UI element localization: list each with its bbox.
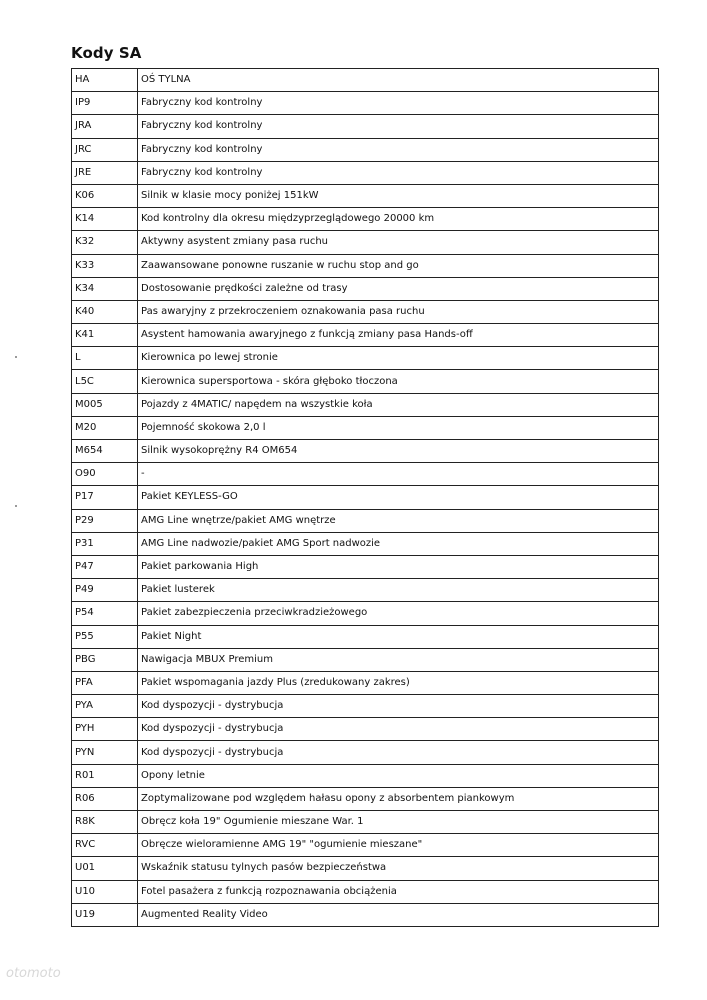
- code-cell: PYA: [72, 695, 138, 718]
- code-cell: PBG: [72, 648, 138, 671]
- description-cell: Kierownica supersportowa - skóra głęboko tłoczona: [138, 370, 659, 393]
- table-row: [72, 509, 659, 532]
- code-cell: K34: [72, 277, 138, 300]
- description-cell: Kod dyspozycji - dystrybucja: [138, 718, 659, 741]
- table-row: [72, 277, 659, 300]
- description-cell: AMG Line nadwozie/pakiet AMG Sport nadwozie: [138, 532, 659, 555]
- code-cell: O90: [72, 463, 138, 486]
- table-row: [72, 741, 659, 764]
- table-row: [72, 138, 659, 161]
- description-cell: Pas awaryjny z przekroczeniem oznakowania pasa ruchu: [138, 300, 659, 323]
- table-row: [72, 787, 659, 810]
- code-cell: U01: [72, 857, 138, 880]
- table-row: [72, 718, 659, 741]
- description-cell: Silnik w klasie mocy poniżej 151kW: [138, 184, 659, 207]
- table-row: [72, 254, 659, 277]
- code-cell: HA: [72, 69, 138, 92]
- table-row: [72, 370, 659, 393]
- table-row: [72, 440, 659, 463]
- code-cell: K33: [72, 254, 138, 277]
- margin-mark: [15, 505, 17, 507]
- code-cell: K06: [72, 184, 138, 207]
- table-row: [72, 903, 659, 926]
- table-row: [72, 532, 659, 555]
- description-cell: Pakiet Night: [138, 625, 659, 648]
- description-cell: Zoptymalizowane pod względem hałasu opony z absorbentem piankowym: [138, 787, 659, 810]
- code-cell: U10: [72, 880, 138, 903]
- table-row: [72, 463, 659, 486]
- table-row: [72, 324, 659, 347]
- description-cell: Opony letnie: [138, 764, 659, 787]
- code-cell: R8K: [72, 811, 138, 834]
- code-cell: PYN: [72, 741, 138, 764]
- table-row: [72, 300, 659, 323]
- table-row: [72, 184, 659, 207]
- description-cell: Kod dyspozycji - dystrybucja: [138, 741, 659, 764]
- description-cell: Pakiet zabezpieczenia przeciwkradzieżowego: [138, 602, 659, 625]
- table-row: [72, 857, 659, 880]
- table-row: [72, 161, 659, 184]
- table-row: [72, 579, 659, 602]
- code-cell: P49: [72, 579, 138, 602]
- code-cell: IP9: [72, 92, 138, 115]
- table-row: [72, 834, 659, 857]
- table-row: [72, 764, 659, 787]
- code-cell: JRC: [72, 138, 138, 161]
- table-row: [72, 347, 659, 370]
- code-cell: L: [72, 347, 138, 370]
- description-cell: Fabryczny kod kontrolny: [138, 161, 659, 184]
- description-cell: AMG Line wnętrze/pakiet AMG wnętrze: [138, 509, 659, 532]
- description-cell: Wskaźnik statusu tylnych pasów bezpieczeństwa: [138, 857, 659, 880]
- code-cell: P31: [72, 532, 138, 555]
- table-row: [72, 416, 659, 439]
- code-cell: P29: [72, 509, 138, 532]
- code-cell: M20: [72, 416, 138, 439]
- description-cell: Aktywny asystent zmiany pasa ruchu: [138, 231, 659, 254]
- description-cell: Fabryczny kod kontrolny: [138, 92, 659, 115]
- code-cell: RVC: [72, 834, 138, 857]
- description-cell: Nawigacja MBUX Premium: [138, 648, 659, 671]
- description-cell: Pakiet lusterek: [138, 579, 659, 602]
- description-cell: Pakiet parkowania High: [138, 555, 659, 578]
- code-cell: R01: [72, 764, 138, 787]
- table-row: [72, 880, 659, 903]
- code-cell: P17: [72, 486, 138, 509]
- description-cell: Dostosowanie prędkości zależne od trasy: [138, 277, 659, 300]
- code-cell: M005: [72, 393, 138, 416]
- code-cell: P47: [72, 555, 138, 578]
- sa-codes-table-body: [72, 69, 659, 927]
- code-cell: U19: [72, 903, 138, 926]
- table-row: [72, 811, 659, 834]
- description-cell: Augmented Reality Video: [138, 903, 659, 926]
- sa-codes-table: [71, 68, 659, 927]
- code-cell: JRA: [72, 115, 138, 138]
- code-cell: PFA: [72, 671, 138, 694]
- table-row: [72, 92, 659, 115]
- table-row: [72, 208, 659, 231]
- description-cell: Pakiet KEYLESS-GO: [138, 486, 659, 509]
- code-cell: P55: [72, 625, 138, 648]
- description-cell: Kod kontrolny dla okresu międzyprzeglądowego 20000 km: [138, 208, 659, 231]
- table-row: [72, 69, 659, 92]
- description-cell: Pojazdy z 4MATIC/ napędem na wszystkie koła: [138, 393, 659, 416]
- table-row: [72, 393, 659, 416]
- description-cell: Kod dyspozycji - dystrybucja: [138, 695, 659, 718]
- table-row: [72, 555, 659, 578]
- code-cell: K40: [72, 300, 138, 323]
- description-cell: Asystent hamowania awaryjnego z funkcją zmiany pasa Hands-off: [138, 324, 659, 347]
- table-row: [72, 695, 659, 718]
- table-row: [72, 625, 659, 648]
- code-cell: R06: [72, 787, 138, 810]
- description-cell: OŚ TYLNA: [138, 69, 659, 92]
- description-cell: Pojemność skokowa 2,0 l: [138, 416, 659, 439]
- table-row: [72, 648, 659, 671]
- code-cell: K32: [72, 231, 138, 254]
- watermark-logo: otomoto: [6, 966, 61, 981]
- table-row: [72, 671, 659, 694]
- code-cell: PYH: [72, 718, 138, 741]
- description-cell: Obręcz koła 19" Ogumienie mieszane War. 1: [138, 811, 659, 834]
- description-cell: Fabryczny kod kontrolny: [138, 115, 659, 138]
- code-cell: L5C: [72, 370, 138, 393]
- table-row: [72, 115, 659, 138]
- description-cell: -: [138, 463, 659, 486]
- code-cell: M654: [72, 440, 138, 463]
- code-cell: K14: [72, 208, 138, 231]
- code-cell: JRE: [72, 161, 138, 184]
- description-cell: Silnik wysokoprężny R4 OM654: [138, 440, 659, 463]
- description-cell: Kierownica po lewej stronie: [138, 347, 659, 370]
- table-row: [72, 602, 659, 625]
- code-cell: K41: [72, 324, 138, 347]
- page-title: Kody SA: [71, 44, 142, 62]
- table-row: [72, 486, 659, 509]
- code-cell: P54: [72, 602, 138, 625]
- margin-mark: [15, 356, 17, 358]
- table-row: [72, 231, 659, 254]
- description-cell: Pakiet wspomagania jazdy Plus (zredukowany zakres): [138, 671, 659, 694]
- description-cell: Zaawansowane ponowne ruszanie w ruchu stop and go: [138, 254, 659, 277]
- description-cell: Obręcze wieloramienne AMG 19" "ogumienie mieszane": [138, 834, 659, 857]
- description-cell: Fabryczny kod kontrolny: [138, 138, 659, 161]
- description-cell: Fotel pasażera z funkcją rozpoznawania obciążenia: [138, 880, 659, 903]
